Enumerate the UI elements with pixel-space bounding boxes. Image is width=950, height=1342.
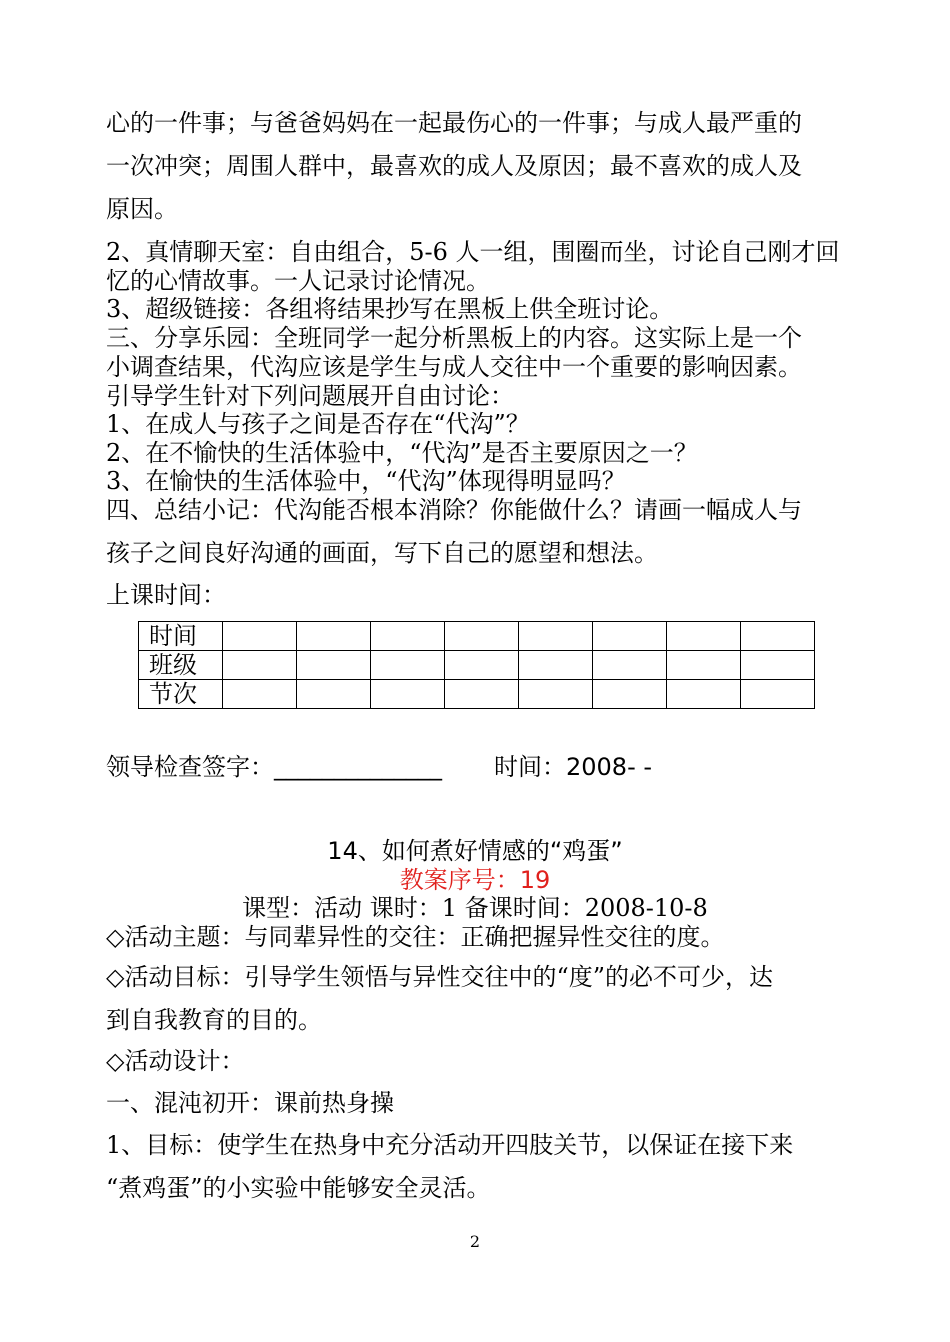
paragraph-line: 1、目标：使学生在热身中充分活动开四肢关节，以保证在接下来 [106, 1131, 794, 1159]
paragraph-line: 一、混沌初开：课前热身操 [106, 1089, 394, 1117]
paragraph-line: 3、在愉快的生活体验中，“代沟”体现得明显吗？ [106, 467, 626, 495]
paragraph-line: ◇活动目标：引导学生领悟与异性交往中的“度”的必不可少，达 [106, 963, 773, 991]
paragraph-line: ◇活动设计： [106, 1047, 245, 1075]
paragraph-line: 原因。 [106, 195, 178, 223]
paragraph-line: 心的一件事；与爸爸妈妈在一起最伤心的一件事；与成人最严重的 [106, 109, 802, 137]
row-header-period: 节次 [139, 680, 223, 709]
paragraph-line: 小调查结果，代沟应该是学生与成人交往中一个重要的影响因素。 [106, 353, 802, 381]
table-row [139, 651, 815, 680]
lesson-number: 教案序号：19 [399, 866, 551, 894]
schedule-table [138, 621, 815, 709]
row-header-class: 班级 [139, 651, 223, 680]
paragraph-line: ◇活动主题：与同辈异性的交往：正确把握异性交往的度。 [106, 923, 725, 951]
paragraph-line: “煮鸡蛋”的小实验中能够安全灵活。 [106, 1174, 491, 1202]
paragraph-line: 到自我教育的目的。 [106, 1006, 322, 1034]
paragraph-line: 孩子之间良好沟通的画面，写下自己的愿望和想法。 [106, 539, 658, 567]
paragraph-line: 一次冲突；周围人群中，最喜欢的成人及原因；最不喜欢的成人及 [106, 152, 802, 180]
paragraph-line: 2、真情聊天室：自由组合，5-6 人一组，围圈而坐，讨论自己刚才回 [106, 238, 840, 266]
paragraph-line: 三、分享乐园：全班同学一起分析黑板上的内容。这实际上是一个 [106, 324, 802, 352]
table-row [139, 622, 815, 651]
paragraph-line: 四、总结小记：代沟能否根本消除？你能做什么？请画一幅成人与 [106, 496, 802, 524]
paragraph-line: 引导学生针对下列问题展开自由讨论： [106, 382, 514, 410]
lesson-title: 14、如何煮好情感的“鸡蛋” [327, 837, 623, 865]
paragraph-line: 2、在不愉快的生活体验中，“代沟”是否主要原因之一？ [106, 439, 698, 467]
page-number: 2 [469, 1232, 481, 1251]
signature-label: 领导检查签字： [106, 753, 274, 781]
signature-line [106, 752, 851, 782]
class-time-label: 上课时间： [106, 581, 226, 609]
signature-blank: ______________ [274, 753, 442, 781]
signature-time: 时间：2008- - [494, 753, 653, 781]
paragraph-line: 3、超级链接：各组将结果抄写在黑板上供全班讨论。 [106, 295, 674, 323]
table-row [139, 680, 815, 709]
lesson-meta: 课型：活动 课时：1 备课时间：2008-10-8 [242, 894, 708, 922]
row-header-time: 时间 [139, 622, 223, 651]
paragraph-line: 1、在成人与孩子之间是否存在“代沟”？ [106, 410, 530, 438]
paragraph-line: 忆的心情故事。一人记录讨论情况。 [106, 267, 490, 295]
